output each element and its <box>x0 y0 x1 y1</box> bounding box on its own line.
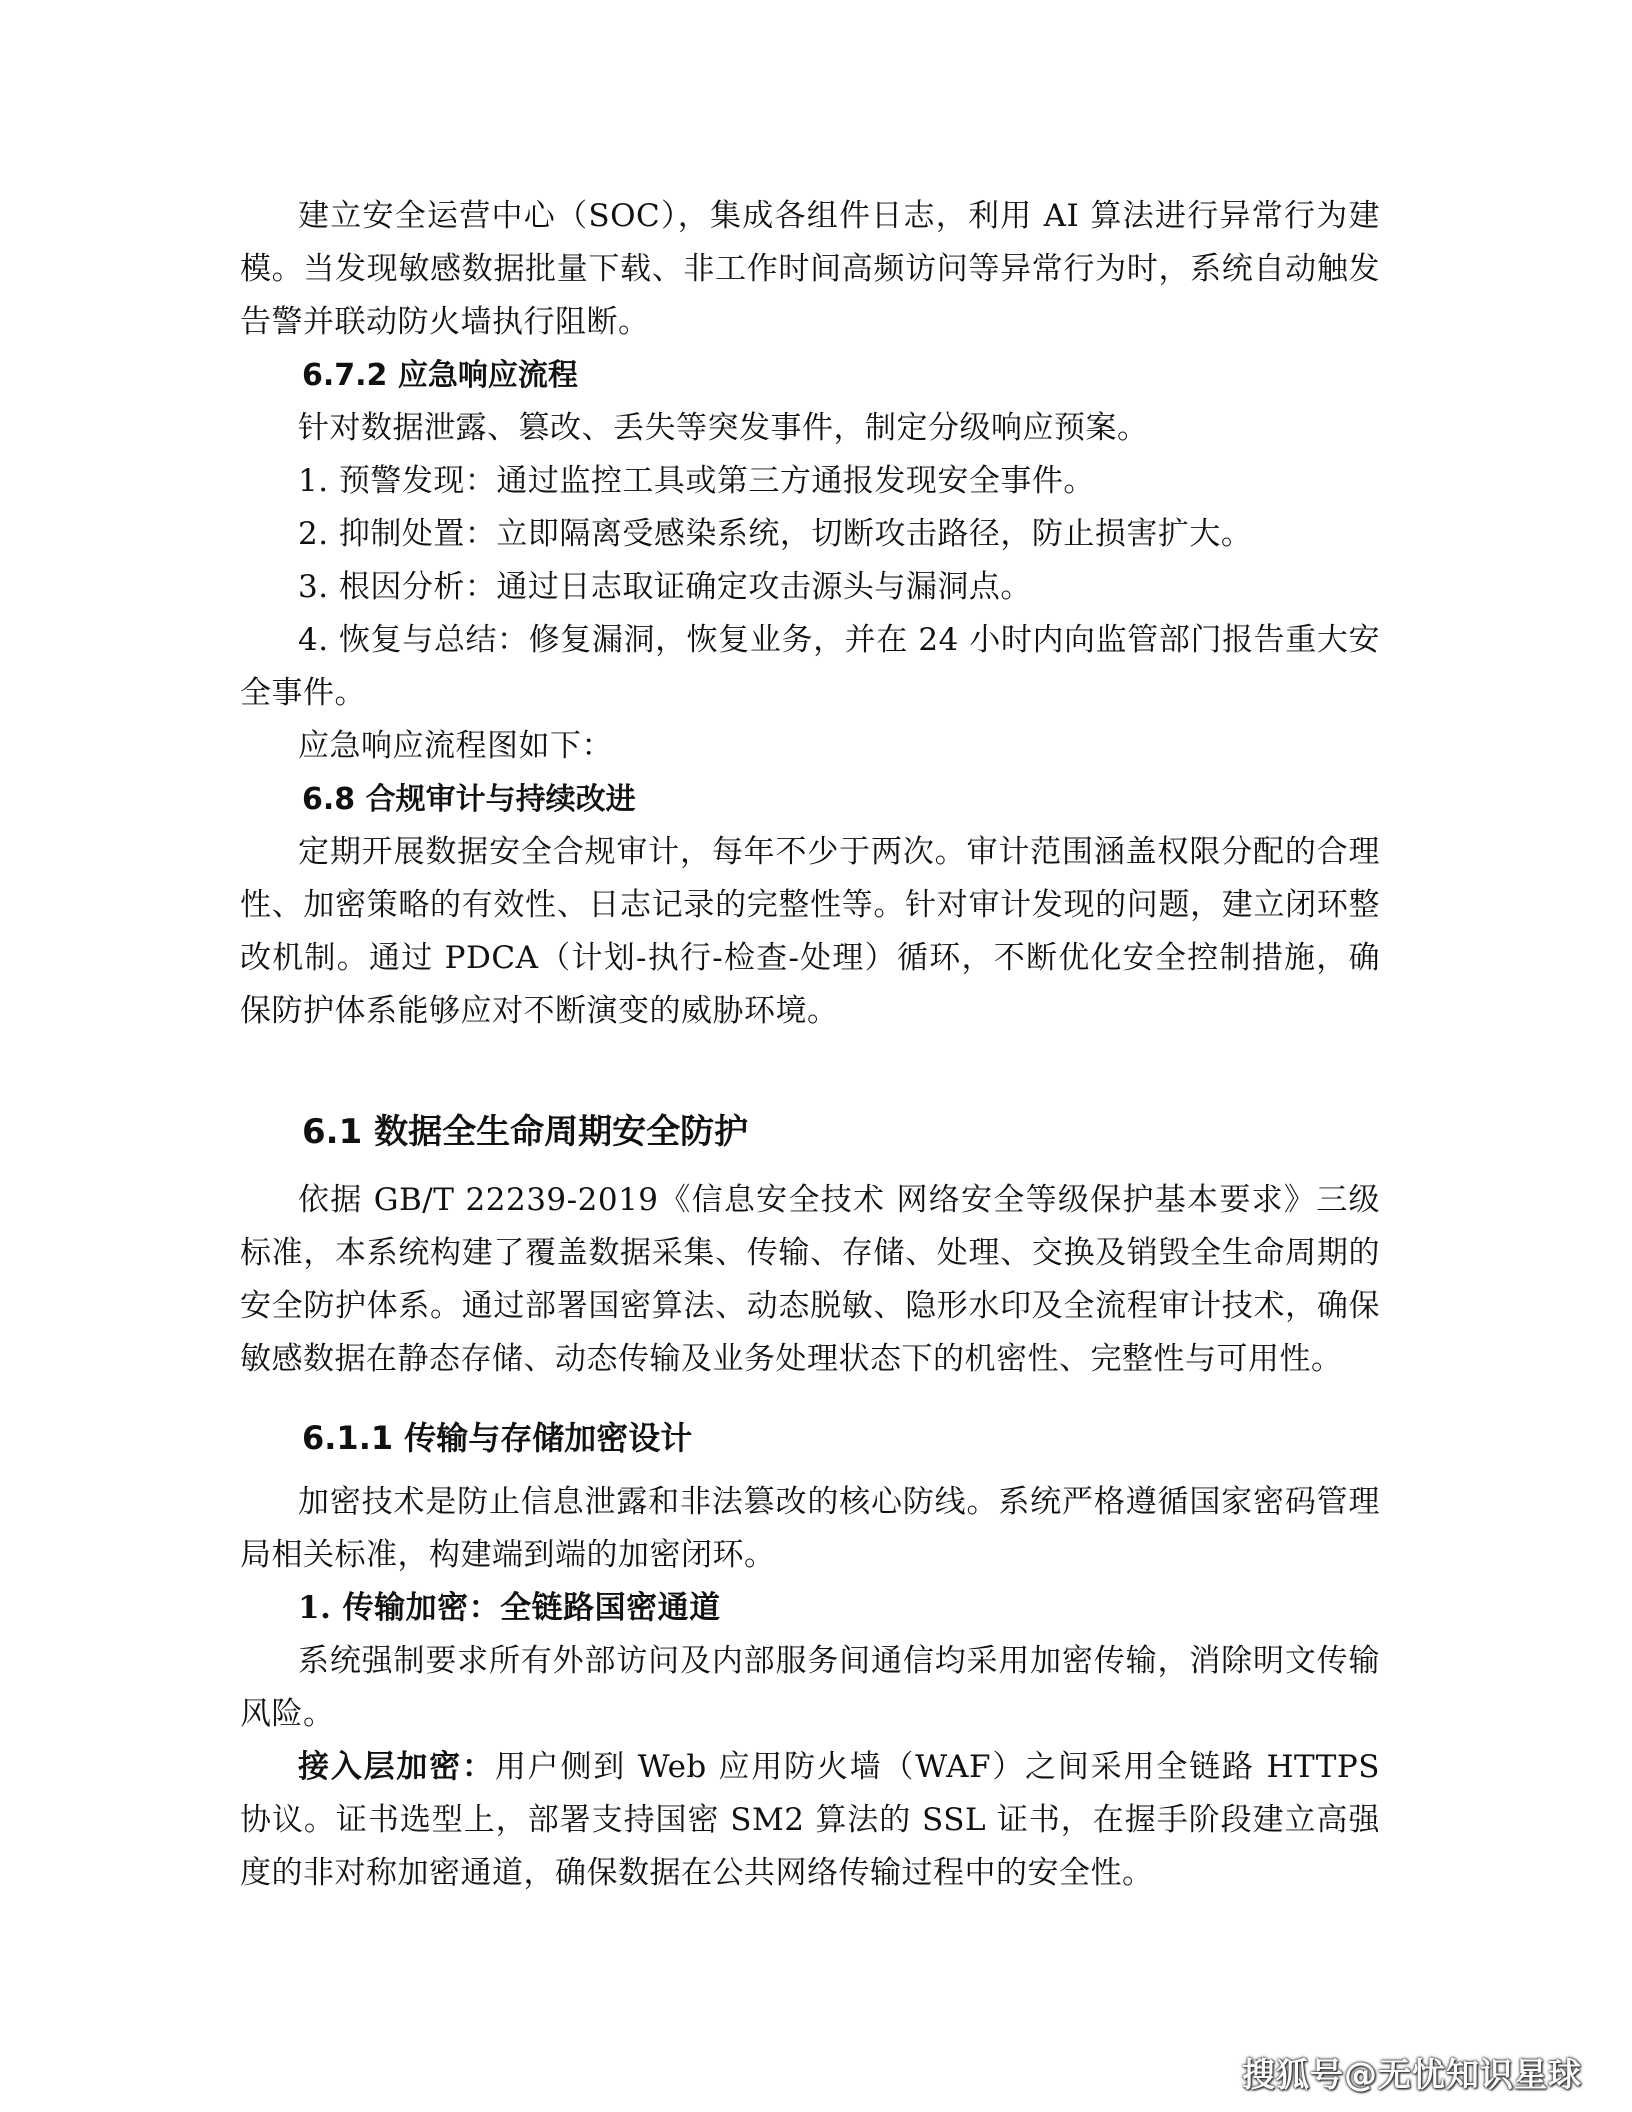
section-heading-6-8: 6.8 合规审计与持续改进 <box>302 782 636 817</box>
paragraph-emergency-intro: 针对数据泄露、篡改、丢失等突发事件，制定分级响应预案。 <box>298 410 1149 446</box>
section-heading-6-1: 6.1 数据全生命周期安全防护 <box>302 1112 749 1152</box>
flowchart-caption: 应急响应流程图如下： <box>298 728 613 764</box>
sub-heading-transport-encryption: 1. 传输加密：全链路国密通道 <box>298 1590 721 1626</box>
paragraph-soc: 建立安全运营中心（SOC），集成各组件日志，利用 AI 算法进行异常行为建模。当发现敏感数据批量下载、非工作时间高频访问等异常行为时，系统自动触发告警并联动防火墙执行阻断。 <box>240 198 1380 340</box>
access-layer-text: 用户侧到 Web 应用防火墙（WAF）之间采用全链路 HTTPS 协议。证书选型上，部署支持国密 SM2 算法的 SSL 证书，在握手阶段建立高强度的非对称加密通道，确保数据在公共网络传输过程中的安全性。 <box>240 1749 1381 1891</box>
section-heading-6-1-1: 6.1.1 传输与存储加密设计 <box>302 1419 693 1457</box>
document-body <box>240 190 1380 1900</box>
list-item-step-4: 4. 恢复与总结：修复漏洞，恢复业务，并在 24 小时内向监管部门报告重大安全事件。 <box>240 622 1380 711</box>
list-item-step-1: 1. 预警发现：通过监控工具或第三方通报发现安全事件。 <box>298 463 1095 499</box>
paragraph-compliance-audit: 定期开展数据安全合规审计，每年不少于两次。审计范围涵盖权限分配的合理性、加密策略的有效性、日志记录的完整性等。针对审计发现的问题，建立闭环整改机制。通过 PDCA（计划-执行-检查-处理）循环，不断优化安全控制措施，确保防护体系能够应对不断演变的威胁环境。 <box>240 834 1381 1029</box>
paragraph-transport-encryption: 系统强制要求所有外部访问及内部服务间通信均采用加密传输，消除明文传输风险。 <box>240 1643 1380 1732</box>
watermark-text: 搜狐号@无忧知识星球 <box>1242 2055 1582 2094</box>
list-item-step-2: 2. 抑制处置：立即隔离受感染系统，切断攻击路径，防止损害扩大。 <box>298 516 1253 552</box>
paragraph-encryption-intro: 加密技术是防止信息泄露和非法篡改的核心防线。系统严格遵循国家密码管理局相关标准，构建端到端的加密闭环。 <box>240 1484 1380 1573</box>
section-heading-6-7-2: 6.7.2 应急响应流程 <box>302 358 578 393</box>
list-item-step-3: 3. 根因分析：通过日志取证确定攻击源头与漏洞点。 <box>298 569 1032 605</box>
paragraph-access-layer <box>240 1741 1380 1900</box>
paragraph-lifecycle-protection: 依据 GB/T 22239-2019《信息安全技术 网络安全等级保护基本要求》三级标准，本系统构建了覆盖数据采集、传输、存储、处理、交换及销毁全生命周期的安全防护体系。通过部署国密算法、动态脱敏、隐形水印及全流程审计技术，确保敏感数据在静态存储、动态传输及业务处理状态下的机密性、完整性与可用性。 <box>240 1182 1380 1377</box>
access-layer-lead: 接入层加密： <box>298 1749 495 1785</box>
